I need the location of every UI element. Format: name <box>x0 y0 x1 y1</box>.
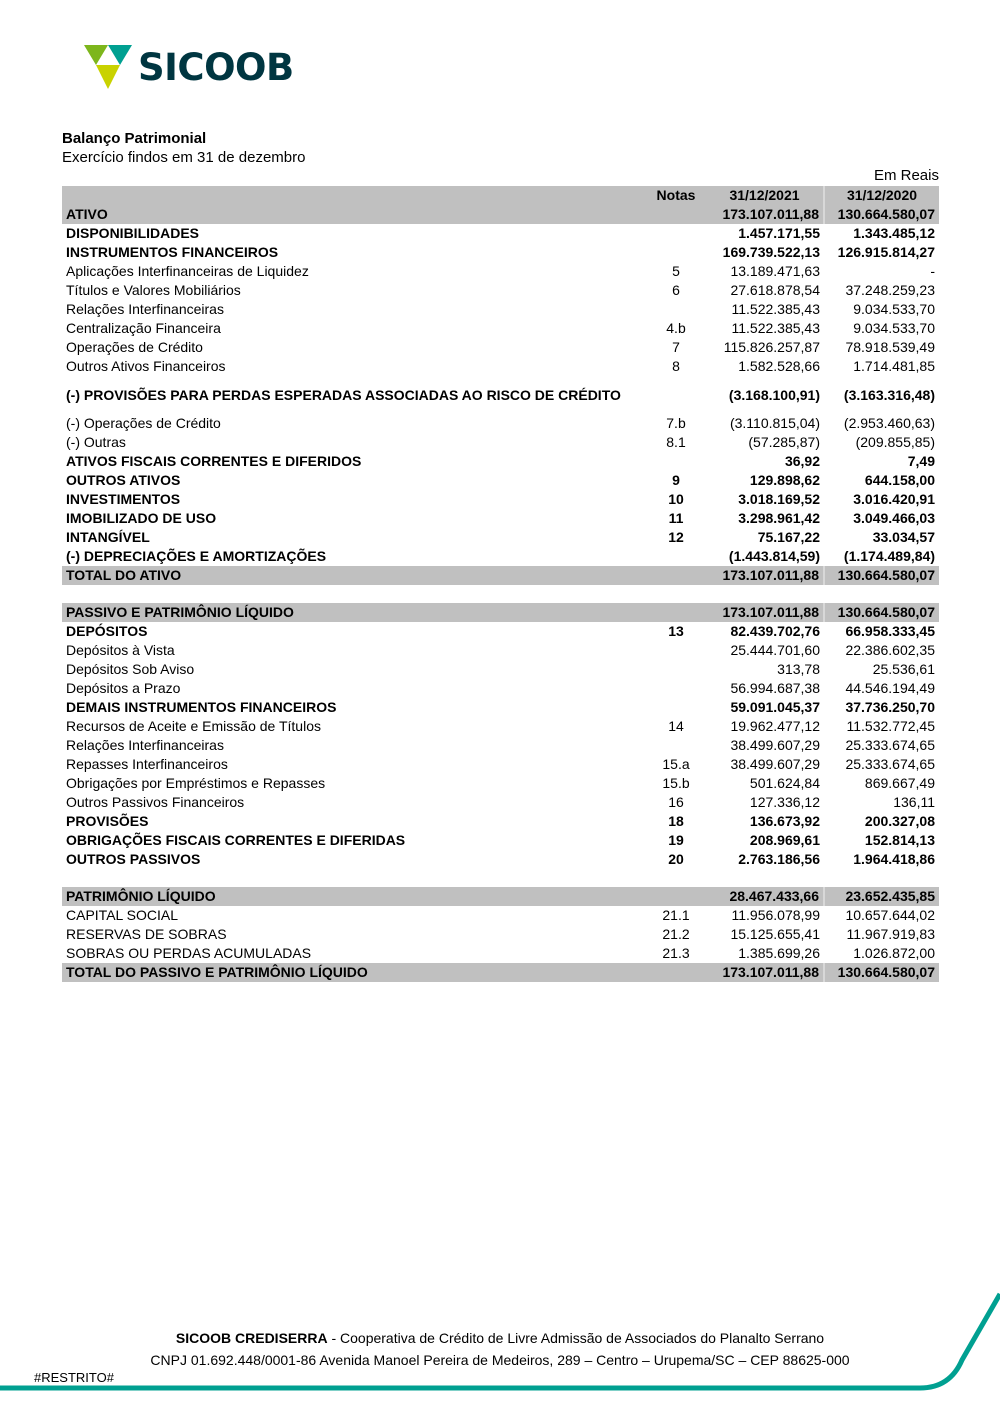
row-note <box>646 376 706 414</box>
table-total-row <box>62 603 939 622</box>
table-row <box>62 224 939 243</box>
sicoob-logo-icon <box>82 43 134 91</box>
row-label: PATRIMÔNIO LÍQUIDO <box>62 887 646 906</box>
table-row <box>62 262 939 281</box>
row-value-2021: 82.439.702,76 <box>730 623 820 639</box>
footer-org-name: SICOOB CREDISERRA <box>175 1330 328 1346</box>
row-label: Centralização Financeira <box>66 320 221 336</box>
row-label: TOTAL DO ATIVO <box>62 566 646 585</box>
row-label: Obrigações por Empréstimos e Repasses <box>66 775 326 791</box>
row-note: 18 <box>668 813 684 829</box>
table-row <box>62 812 939 831</box>
row-label: Repasses Interfinanceiros <box>66 756 228 772</box>
row-value-2021: 3.298.961,42 <box>738 510 820 526</box>
row-value-2021: 59.091.045,37 <box>730 699 820 715</box>
row-value-2021: 2.763.186,56 <box>738 851 820 867</box>
row-note <box>646 205 706 224</box>
row-value-2021: 3.018.169,52 <box>738 491 820 507</box>
row-value-2020: 9.034.533,70 <box>853 301 935 317</box>
row-value-2020: 1.026.872,00 <box>853 945 935 961</box>
document-title: Balanço Patrimonial <box>62 130 207 147</box>
header-label-cell <box>62 186 646 205</box>
row-label: Outros Ativos Financeiros <box>66 358 226 374</box>
row-label: DEPÓSITOS <box>66 623 148 639</box>
table-row <box>62 660 939 679</box>
row-value-2020: 37.248.259,23 <box>845 282 935 298</box>
row-value-2021: 15.125.655,41 <box>730 926 820 942</box>
table-row <box>62 319 939 338</box>
row-value-2020: 3.016.420,91 <box>853 491 935 507</box>
row-value-2020: 1.343.485,12 <box>853 225 935 241</box>
row-label: Depósitos Sob Aviso <box>66 661 195 677</box>
row-note: 11 <box>668 510 684 526</box>
row-label: RESERVAS DE SOBRAS <box>66 926 227 942</box>
row-value-2021: 1.582.528,66 <box>738 358 820 374</box>
row-note: 8.1 <box>666 434 686 450</box>
row-label: Recursos de Aceite e Emissão de Títulos <box>66 718 321 734</box>
row-value-2021: 173.107.011,88 <box>706 603 824 622</box>
row-note <box>646 963 706 982</box>
row-value-2021: 11.522.385,43 <box>731 301 820 317</box>
row-value-2020: 25.333.674,65 <box>845 756 935 772</box>
row-label: (-) Outras <box>66 434 126 450</box>
table-row <box>62 698 939 717</box>
row-value-2020: 10.657.644,02 <box>845 907 935 923</box>
row-value-2021: 208.969,61 <box>749 832 820 848</box>
row-label: CAPITAL SOCIAL <box>66 907 179 923</box>
row-value-2020: - <box>930 263 935 279</box>
row-note <box>646 547 706 566</box>
table-total-row <box>62 205 939 224</box>
table-total-row <box>62 963 939 982</box>
row-label: ATIVOS FISCAIS CORRENTES E DIFERIDOS <box>66 453 362 469</box>
row-note <box>646 603 706 622</box>
row-value-2021: (57.285,87) <box>748 434 820 450</box>
table-total-row <box>62 887 939 906</box>
row-value-2020: 136,11 <box>893 794 935 810</box>
balance-sheet-table <box>62 186 939 982</box>
row-value-2020: 44.546.194,49 <box>845 680 935 696</box>
row-label: OUTROS PASSIVOS <box>66 851 201 867</box>
row-label: Outros Passivos Financeiros <box>66 794 245 810</box>
row-note: 20 <box>668 851 684 867</box>
row-label: PASSIVO E PATRIMÔNIO LÍQUIDO <box>62 603 646 622</box>
document-subtitle: Exercício findos em 31 de dezembro <box>62 149 306 166</box>
row-value-2020: 78.918.539,49 <box>845 339 935 355</box>
row-value-2021: 28.467.433,66 <box>706 887 824 906</box>
row-value-2020: 9.034.533,70 <box>853 320 935 336</box>
row-note <box>646 224 706 243</box>
table-row <box>62 547 939 566</box>
row-value-2021: 36,92 <box>784 453 820 469</box>
row-value-2021: 501.624,84 <box>749 775 820 791</box>
table-row <box>62 300 939 319</box>
table-total-row <box>62 566 939 585</box>
currency-unit: Em Reais <box>873 167 939 184</box>
row-note: 21.3 <box>662 945 690 961</box>
row-value-2020: 23.652.435,85 <box>824 887 939 906</box>
row-note: 13 <box>668 623 684 639</box>
row-value-2020: 152.814,13 <box>864 832 935 848</box>
row-value-2020: 200.327,08 <box>864 813 935 829</box>
row-label: INVESTIMENTOS <box>66 491 181 507</box>
row-value-2021: 38.499.607,29 <box>730 737 820 753</box>
section-spacer <box>62 869 939 887</box>
row-note <box>646 641 706 660</box>
row-note: 12 <box>668 529 684 545</box>
table-row <box>62 850 939 869</box>
row-note <box>646 660 706 679</box>
row-label: Depósitos a Prazo <box>66 680 181 696</box>
row-note: 4.b <box>666 320 686 336</box>
table-row <box>62 433 939 452</box>
row-note: 21.1 <box>662 907 690 923</box>
table-row <box>62 679 939 698</box>
row-label: (-) Operações de Crédito <box>66 415 221 431</box>
row-note: 7 <box>672 339 680 355</box>
row-value-2020: 644.158,00 <box>864 472 935 488</box>
row-label: Operações de Crédito <box>66 339 203 355</box>
row-label: OBRIGAÇÕES FISCAIS CORRENTES E DIFERIDAS <box>66 832 406 848</box>
footer-organization <box>0 1330 1000 1346</box>
row-value-2021: 75.167,22 <box>757 529 820 545</box>
footer-org-desc: - Cooperativa de Crédito de Livre Admissão de Associados do Planalto Serrano <box>327 1330 825 1346</box>
row-value-2020: 869.667,49 <box>864 775 935 791</box>
row-value-2021: 173.107.011,88 <box>706 205 824 224</box>
table-row <box>62 831 939 850</box>
row-value-2021: 127.336,12 <box>749 794 820 810</box>
row-label: PROVISÕES <box>66 813 149 829</box>
table-row <box>62 641 939 660</box>
row-value-2021: 129.898,62 <box>749 472 820 488</box>
table-row <box>62 925 939 944</box>
table-row <box>62 338 939 357</box>
table-row <box>62 414 939 433</box>
footer-address: CNPJ 01.692.448/0001-86 Avenida Manoel Pereira de Medeiros, 289 – Centro – Urupema/SC – CEP 88625-000 <box>150 1352 850 1368</box>
row-note: 6 <box>672 282 680 298</box>
header-notes: Notas <box>646 186 706 205</box>
table-row <box>62 736 939 755</box>
row-note: 16 <box>668 794 684 810</box>
row-value-2020: 25.536,61 <box>872 661 935 677</box>
row-value-2021: 38.499.607,29 <box>730 756 820 772</box>
row-label: SOBRAS OU PERDAS ACUMULADAS <box>66 945 312 961</box>
row-note <box>646 679 706 698</box>
row-note: 21.2 <box>662 926 690 942</box>
table-row <box>62 774 939 793</box>
row-label: Depósitos à Vista <box>66 642 175 658</box>
row-value-2020: (1.174.489,84) <box>843 548 935 564</box>
row-value-2020: 11.532.772,45 <box>846 718 935 734</box>
row-value-2020: 130.664.580,07 <box>824 963 939 982</box>
row-value-2021: (1.443.814,59) <box>728 548 820 564</box>
row-note: 15.b <box>662 775 690 791</box>
row-label: Aplicações Interfinanceiras de Liquidez <box>66 263 309 279</box>
logo-text: SICOOB <box>138 45 294 89</box>
row-note <box>646 300 706 319</box>
row-label: OUTROS ATIVOS <box>66 472 181 488</box>
table-row <box>62 906 939 925</box>
table-row <box>62 944 939 963</box>
row-note <box>646 452 706 471</box>
table-row <box>62 452 939 471</box>
row-note: 8 <box>672 358 680 374</box>
row-label: INSTRUMENTOS FINANCEIROS <box>66 244 279 260</box>
sicoob-logo <box>82 42 294 92</box>
row-value-2021: 313,78 <box>777 661 820 677</box>
row-value-2021: 56.994.687,38 <box>730 680 820 696</box>
row-value-2021: 1.457.171,55 <box>738 225 820 241</box>
row-note: 10 <box>668 491 684 507</box>
row-label: ATIVO <box>62 205 646 224</box>
row-value-2020: (3.163.316,48) <box>843 386 935 403</box>
row-value-2020: 130.664.580,07 <box>824 603 939 622</box>
row-note: 15.a <box>662 756 690 772</box>
row-label: INTANGÍVEL <box>66 529 150 545</box>
row-label: Títulos e Valores Mobiliários <box>66 282 241 298</box>
table-row <box>62 471 939 490</box>
row-value-2021: 173.107.011,88 <box>706 566 824 585</box>
section-spacer <box>62 585 939 603</box>
header-year-2021: 31/12/2021 <box>706 186 824 205</box>
row-note: 14 <box>668 718 684 734</box>
row-note <box>646 566 706 585</box>
row-note <box>646 887 706 906</box>
row-label: IMOBILIZADO DE USO <box>66 510 217 526</box>
header-year-2020: 31/12/2020 <box>824 186 939 205</box>
row-value-2020: 3.049.466,03 <box>853 510 935 526</box>
table-row <box>62 376 939 414</box>
row-note: 9 <box>672 472 680 488</box>
row-value-2020: 11.967.919,83 <box>846 926 935 942</box>
row-value-2020: (209.855,85) <box>855 434 935 450</box>
table-header-row <box>62 186 939 205</box>
table-row <box>62 357 939 376</box>
row-note <box>646 736 706 755</box>
row-value-2020: (2.953.460,63) <box>843 415 935 431</box>
row-value-2020: 1.714.481,85 <box>853 358 935 374</box>
row-value-2020: 130.664.580,07 <box>824 205 939 224</box>
row-value-2020: 7,49 <box>907 453 935 469</box>
row-value-2020: 22.386.602,35 <box>845 642 935 658</box>
row-value-2021: 13.189.471,63 <box>730 263 820 279</box>
row-value-2020: 66.958.333,45 <box>845 623 935 639</box>
table-row <box>62 509 939 528</box>
row-value-2020: 33.034,57 <box>872 529 935 545</box>
table-row <box>62 490 939 509</box>
row-label: (-) DEPRECIAÇÕES E AMORTIZAÇÕES <box>66 548 327 564</box>
row-value-2020: 37.736.250,70 <box>845 699 935 715</box>
table-row <box>62 622 939 641</box>
row-note: 19 <box>668 832 684 848</box>
row-label: TOTAL DO PASSIVO E PATRIMÔNIO LÍQUIDO <box>62 963 646 982</box>
row-value-2020: 1.964.418,86 <box>853 851 935 867</box>
row-value-2021: 11.956.078,99 <box>731 907 820 923</box>
table-row <box>62 717 939 736</box>
classification-label: #RESTRITO# <box>34 1370 114 1385</box>
row-note: 7.b <box>666 415 686 431</box>
table-row <box>62 243 939 262</box>
row-note <box>646 698 706 717</box>
row-value-2020: 25.333.674,65 <box>845 737 935 753</box>
row-value-2021: 25.444.701,60 <box>730 642 820 658</box>
table-row <box>62 755 939 774</box>
row-value-2021: (3.168.100,91) <box>728 386 820 403</box>
row-value-2021: 169.739.522,13 <box>722 244 820 260</box>
row-note: 5 <box>672 263 680 279</box>
table-row <box>62 793 939 812</box>
row-label: (-) PROVISÕES PARA PERDAS ESPERADAS ASSOCIADAS AO RISCO DE CRÉDITO <box>66 386 621 403</box>
row-value-2020: 126.915.814,27 <box>837 244 935 260</box>
row-label: DEMAIS INSTRUMENTOS FINANCEIROS <box>66 699 337 715</box>
row-value-2021: 11.522.385,43 <box>731 320 820 336</box>
table-row <box>62 528 939 547</box>
row-value-2021: 19.962.477,12 <box>730 718 820 734</box>
row-value-2021: 136.673,92 <box>749 813 820 829</box>
row-value-2021: 173.107.011,88 <box>706 963 824 982</box>
row-value-2021: 1.385.699,26 <box>738 945 820 961</box>
row-value-2021: (3.110.815,04) <box>729 415 820 431</box>
row-value-2021: 27.618.878,54 <box>730 282 820 298</box>
row-value-2021: 115.826.257,87 <box>723 339 820 355</box>
table-row <box>62 281 939 300</box>
row-label: Relações Interfinanceiras <box>66 737 224 753</box>
row-label: DISPONIBILIDADES <box>66 225 200 241</box>
row-label: Relações Interfinanceiras <box>66 301 224 317</box>
row-note <box>646 243 706 262</box>
row-value-2020: 130.664.580,07 <box>824 566 939 585</box>
